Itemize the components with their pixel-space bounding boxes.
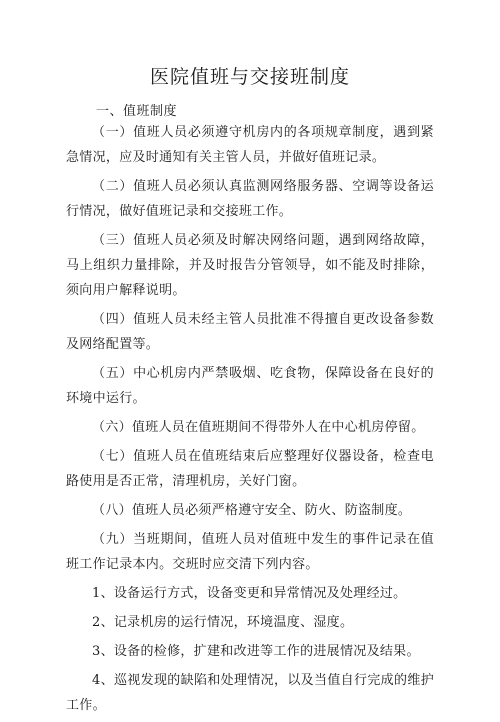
list-item-2: 2、记录机房的运行情况，环境温度、湿度。 <box>92 615 354 630</box>
paragraph-7: （七）值班人员在值班结束后应整理好仪器设备，检查电路使用是否正常，清理机房，关好门窗。 <box>66 449 434 489</box>
section-heading: 一、值班制度 <box>96 104 178 119</box>
list-item-1: 1、设备运行方式，设备变更和异常情况及处理经过。 <box>92 586 407 601</box>
list-item-4: 4、巡视发现的缺陷和处理情况，以及当值自行完成的维护工作。 <box>66 673 434 713</box>
document-body <box>66 120 434 722</box>
paragraph-8: （八）值班人员必须严格遵守安全、防火、防盗制度。 <box>92 503 412 518</box>
paragraph-3: （三）值班人员必须及时解决网络问题，遇到网络故障，马上组织力量排除，并及时报告分管领导，如不能及时排除，须向用户解释说明。 <box>66 233 434 298</box>
paragraph-2: （二）值班人员必须认真监测网络服务器、空调等设备运行情况，做好值班记录和交接班工作。 <box>66 179 434 219</box>
paragraph-1: （一）值班人员必须遵守机房内的各项规章制度，遇到紧急情况，应及时通知有关主管人员，并做好值班记录。 <box>66 125 434 165</box>
list-item-3: 3、设备的检修，扩建和改进等工作的进展情况及结果。 <box>92 644 420 659</box>
paragraph-5: （五）中心机房内严禁吸烟、吃食物，保障设备在良好的环境中运行。 <box>66 366 434 406</box>
paragraph-6: （六）值班人员在值班期间不得带外人在中心机房停留。 <box>92 420 425 435</box>
paragraph-4: （四）值班人员未经主管人员批准不得擅自更改设备参数及网络配置等。 <box>66 312 434 352</box>
document-title: 医院值班与交接班制度 <box>149 66 350 88</box>
paragraph-9: （九）当班期间，值班人员对值班中发生的事件记录在值班工作记录本内。交班时应交清下列内容。 <box>66 532 434 572</box>
